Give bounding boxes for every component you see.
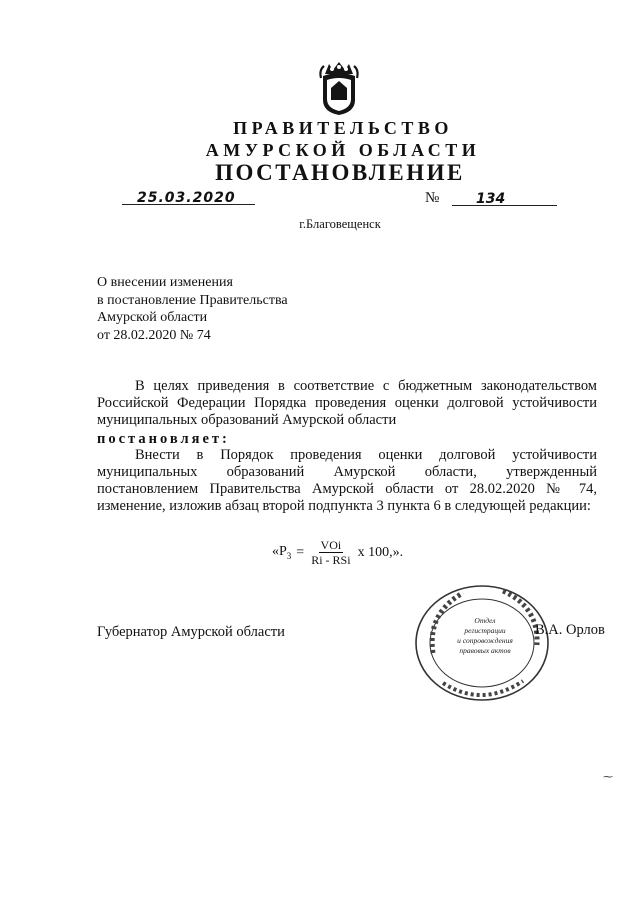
document-type-title: ПОСТАНОВЛЕНИЕ — [215, 160, 465, 185]
formula-tail: х 100,». — [357, 544, 404, 560]
number-sign: № — [425, 190, 440, 206]
subject-line: в постановление Правительства — [97, 292, 288, 308]
document-number: 134 — [476, 191, 506, 207]
stamp-line: Отдел — [474, 616, 496, 625]
subject-line: О внесении изменения — [97, 275, 233, 290]
region-title: АМУРСКОЙ ОБЛАСТИ — [205, 140, 481, 160]
amendment-paragraph: Внести в Порядок проведения оценки долговой устойчивости муниципальных образований Амурской области, утвержденный постановлением Правительства Амурской области от 28.02.2020 № 74, изменение, изложив абзац второй подпункта 3 пункта 6 в следующей редакции: — [97, 447, 597, 514]
document-date: 25.03.2020 — [137, 190, 236, 206]
document-subject — [97, 274, 288, 344]
formula — [272, 538, 403, 567]
formula-denominator: Ri - RSi — [311, 553, 351, 567]
page-mark: ⁓ — [603, 772, 613, 783]
signatory-position: Губернатор Амурской области — [97, 624, 285, 640]
coat-of-arms-emblem — [317, 60, 361, 116]
subject-line: от 28.02.2020 № 74 — [97, 327, 211, 343]
formula-symbol: «Р — [272, 544, 287, 560]
government-title: ПРАВИТЕЛЬСТВО — [233, 118, 453, 138]
stamp-line: регистрации — [464, 626, 506, 635]
stamp-text — [449, 616, 521, 656]
subject-line: Амурской области — [97, 310, 208, 325]
number-underline — [452, 205, 557, 206]
signatory-name: В.А. Орлов — [535, 622, 605, 638]
formula-numerator: VOi — [320, 538, 342, 552]
formula-fraction — [309, 538, 352, 567]
stamp-line: правовых актов — [459, 646, 511, 655]
formula-lhs — [272, 544, 291, 561]
formula-subscript: 3 — [286, 550, 292, 561]
stamp-line: и сопровождения — [457, 636, 513, 645]
formula-equals: = — [296, 544, 305, 560]
city-name: г.Благовещенск — [299, 217, 381, 231]
decree-word: постановляет: — [97, 431, 230, 447]
date-underline — [122, 204, 255, 205]
preamble-paragraph: В целях приведения в соответствие с бюджетным законодательством Российской Федерации Порядка проведения оценки долговой устойчивости муниципальных образований Амурской области — [97, 378, 597, 428]
